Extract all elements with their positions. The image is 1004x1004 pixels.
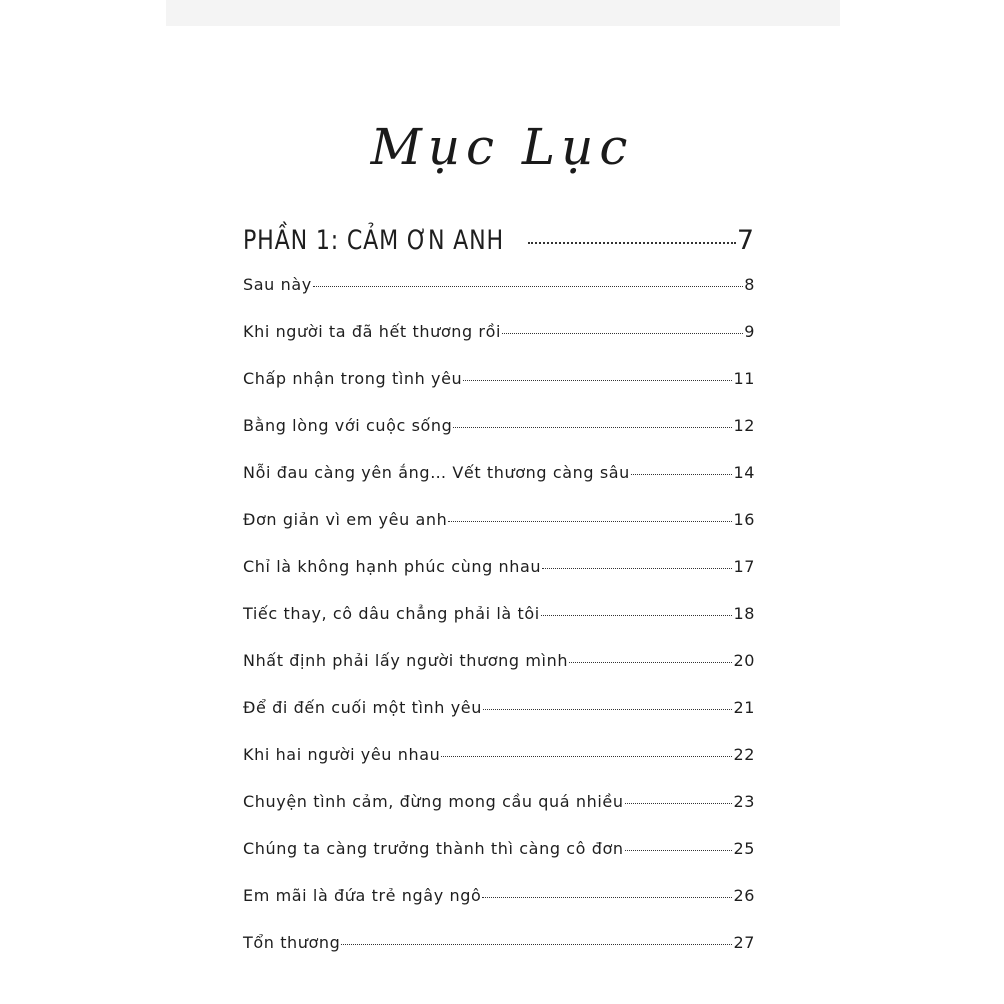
- toc-entry: [243, 369, 755, 416]
- entry-label: Chuyện tình cảm, đừng mong cầu quá nhiều: [243, 792, 624, 811]
- dot-leader: [453, 427, 732, 428]
- dot-leader: [542, 568, 732, 569]
- entry-page-number: 18: [733, 604, 755, 623]
- part-label: PHẦN 1: CẢM ƠN ANH: [243, 225, 505, 256]
- entry-label: Tổn thương: [243, 933, 341, 952]
- entry-label: Em mãi là đứa trẻ ngây ngô: [243, 886, 482, 905]
- toc-entry: [243, 792, 755, 839]
- entry-label: Khi người ta đã hết thương rồi: [243, 322, 502, 341]
- toc-entry: [243, 745, 755, 792]
- entry-page-number: 26: [733, 886, 755, 905]
- entry-page-number: 11: [733, 369, 755, 388]
- toc-entry: [243, 416, 755, 463]
- dot-leader: [631, 474, 733, 475]
- entry-page-number: 8: [744, 275, 755, 294]
- dot-leader: [625, 803, 733, 804]
- entry-page-number: 27: [733, 933, 755, 952]
- entry-label: Chỉ là không hạnh phúc cùng nhau: [243, 557, 542, 576]
- toc-entry: [243, 557, 755, 604]
- page-title: Mục Lục: [370, 118, 634, 176]
- dot-leader: [463, 380, 732, 381]
- entry-page-number: 22: [733, 745, 755, 764]
- entry-page-number: 21: [733, 698, 755, 717]
- entry-page-number: 14: [733, 463, 755, 482]
- entry-label: Nỗi đau càng yên ắng… Vết thương càng sâu: [243, 463, 630, 482]
- dot-leader: [482, 897, 732, 898]
- entry-label: Nhất định phải lấy người thương mình: [243, 651, 569, 670]
- toc-entry: [243, 604, 755, 651]
- entry-page-number: 25: [733, 839, 755, 858]
- entry-label: Đơn giản vì em yêu anh: [243, 510, 448, 529]
- entry-label: Sau này: [243, 275, 312, 294]
- entry-label: Chấp nhận trong tình yêu: [243, 369, 463, 388]
- toc-entry: [243, 463, 755, 510]
- entry-label: Tiếc thay, cô dâu chẳng phải là tôi: [243, 604, 540, 623]
- dot-leader: [528, 242, 736, 244]
- dot-leader: [341, 944, 732, 945]
- toc-entry: [243, 322, 755, 369]
- toc-entry: [243, 275, 755, 322]
- toc-part-heading: [243, 225, 755, 275]
- entry-label: Để đi đến cuối một tình yêu: [243, 698, 482, 717]
- entry-page-number: 16: [733, 510, 755, 529]
- dot-leader: [441, 756, 732, 757]
- top-edge-strip: [166, 0, 840, 26]
- dot-leader: [313, 286, 743, 287]
- toc-entry: [243, 698, 755, 745]
- entry-page-number: 20: [733, 651, 755, 670]
- dot-leader: [569, 662, 732, 663]
- entry-label: Bằng lòng với cuộc sống: [243, 416, 453, 435]
- entry-label: Chúng ta càng trưởng thành thì càng cô đơn: [243, 839, 624, 858]
- dot-leader: [541, 615, 733, 616]
- toc-entry: [243, 839, 755, 886]
- entry-page-number: 23: [733, 792, 755, 811]
- dot-leader: [448, 521, 732, 522]
- toc-entry: [243, 886, 755, 933]
- toc-entry: [243, 651, 755, 698]
- entry-page-number: 12: [733, 416, 755, 435]
- dot-leader: [502, 333, 743, 334]
- part-page-number: 7: [736, 225, 755, 256]
- dot-leader: [483, 709, 732, 710]
- entry-label: Khi hai người yêu nhau: [243, 745, 441, 764]
- entry-page-number: 17: [733, 557, 755, 576]
- toc-entry: [243, 510, 755, 557]
- entry-page-number: 9: [744, 322, 755, 341]
- dot-leader: [625, 850, 733, 851]
- table-of-contents: [243, 225, 755, 980]
- toc-entry: [243, 933, 755, 980]
